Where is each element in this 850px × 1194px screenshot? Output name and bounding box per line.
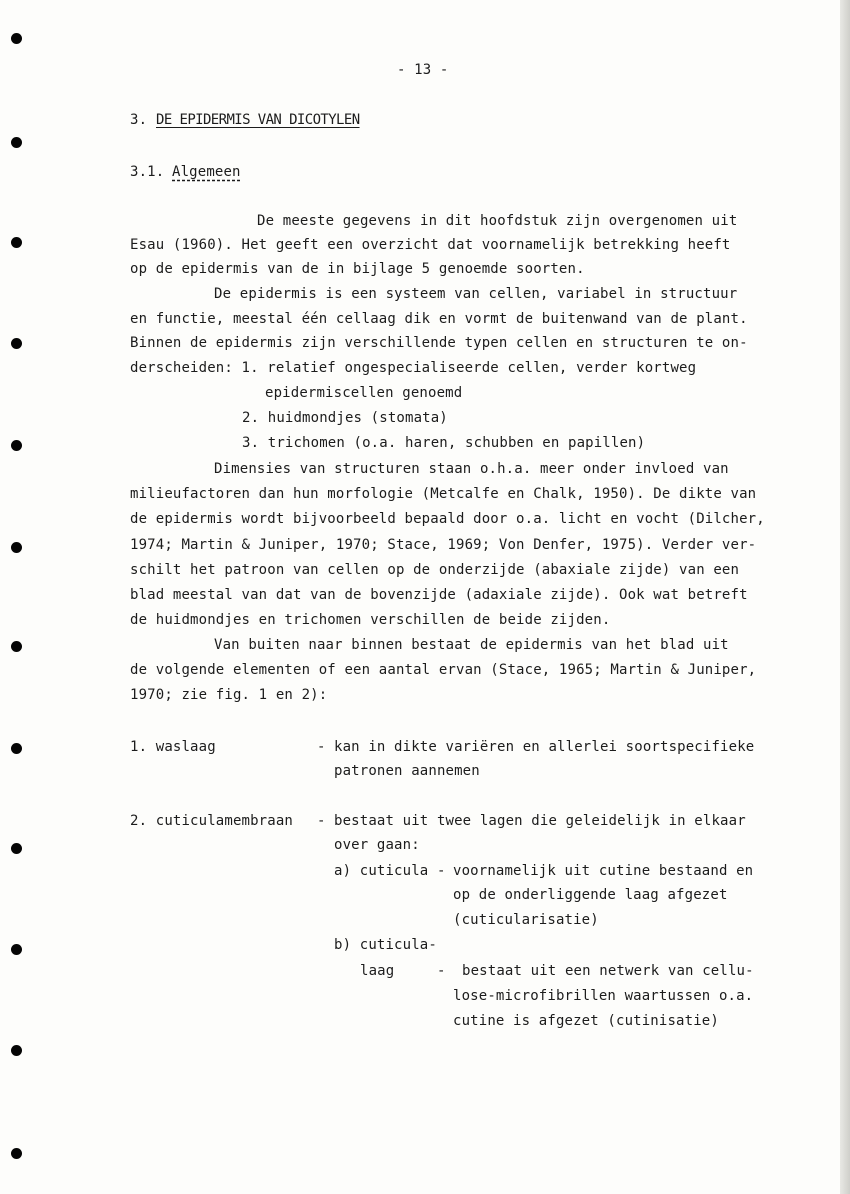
- punch-hole: [11, 137, 22, 148]
- list-item-label: 1. waslaag: [130, 739, 216, 755]
- subsection-title: Algemeen: [172, 164, 241, 180]
- punch-hole: [11, 1148, 22, 1159]
- paragraph-line: de volgende elementen of een aantal ervan (Stace, 1965; Martin & Juniper,: [130, 662, 757, 678]
- paragraph-line: milieufactoren dan hun morfologie (Metcalfe en Chalk, 1950). De dikte van: [130, 486, 757, 502]
- paragraph-line: 1970; zie fig. 1 en 2):: [130, 687, 328, 703]
- paragraph-line: 1974; Martin & Juniper, 1970; Stace, 1969; Von Denfer, 1975). Verder ver-: [130, 537, 757, 553]
- paragraph-line: derscheiden: 1. relatief ongespecialiseerde cellen, verder kortweg: [130, 360, 697, 376]
- paragraph-line: 2. huidmondjes (stomata): [242, 410, 448, 426]
- punch-hole: [11, 944, 22, 955]
- paragraph-line: De meeste gegevens in dit hoofdstuk zijn overgenomen uit: [257, 213, 738, 229]
- sublist-text: lose-microfibrillen waartussen o.a.: [453, 988, 754, 1004]
- section-number: 3.: [130, 112, 148, 128]
- paragraph-line: op de epidermis van de in bijlage 5 genoemde soorten.: [130, 261, 585, 277]
- subsection-number: 3.1.: [130, 164, 165, 180]
- punch-hole: [11, 843, 22, 854]
- section-title: DE EPIDERMIS VAN DICOTYLEN: [156, 112, 360, 128]
- list-item-text: patronen aannemen: [334, 763, 480, 779]
- paragraph-line: Binnen de epidermis zijn verschillende typen cellen en structuren te on-: [130, 335, 748, 351]
- punch-hole: [11, 237, 22, 248]
- sublist-text: bestaat uit een netwerk van cellu-: [462, 963, 754, 979]
- paragraph-line: de epidermis wordt bijvoorbeeld bepaald door o.a. licht en vocht (Dilcher,: [130, 511, 765, 527]
- punch-hole: [11, 743, 22, 754]
- paragraph-line: epidermiscellen genoemd: [265, 385, 463, 401]
- sublist-text: cutine is afgezet (cutinisatie): [453, 1013, 719, 1029]
- list-item-dash: -: [317, 813, 326, 829]
- paragraph-line: 3. trichomen (o.a. haren, schubben en papillen): [242, 435, 646, 451]
- sublist-text: (cuticularisatie): [453, 912, 599, 928]
- punch-hole: [11, 440, 22, 451]
- sublist-text: voornamelijk uit cutine bestaand en: [453, 863, 754, 879]
- punch-hole: [11, 33, 22, 44]
- paragraph-line: de huidmondjes en trichomen verschillen de beide zijden.: [130, 612, 611, 628]
- punch-hole: [11, 1045, 22, 1056]
- sublist-label: laag: [360, 963, 395, 979]
- paragraph-line: en functie, meestal één cellaag dik en vormt de buitenwand van de plant.: [130, 311, 748, 327]
- list-item-text: over gaan:: [334, 837, 420, 853]
- paragraph-line: schilt het patroon van cellen op de onderzijde (abaxiale zijde) van een: [130, 562, 740, 578]
- list-item-text: bestaat uit twee lagen die geleidelijk in elkaar: [334, 813, 746, 829]
- page-edge-shadow: [840, 0, 850, 1194]
- punch-hole: [11, 641, 22, 652]
- page-number: - 13 -: [397, 62, 449, 78]
- sublist-label: a) cuticula: [334, 863, 429, 879]
- list-item-label: 2. cuticulamembraan: [130, 813, 293, 829]
- sublist-label: b) cuticula-: [334, 937, 437, 953]
- paragraph-line: De epidermis is een systeem van cellen, variabel in structuur: [214, 286, 738, 302]
- paragraph-line: blad meestal van dat van de bovenzijde (adaxiale zijde). Ook wat betreft: [130, 587, 748, 603]
- sublist-dash: -: [437, 963, 446, 979]
- punch-hole: [11, 338, 22, 349]
- list-item-text: kan in dikte variëren en allerlei soortspecifieke: [334, 739, 755, 755]
- paragraph-line: Van buiten naar binnen bestaat de epidermis van het blad uit: [214, 637, 729, 653]
- list-item-dash: -: [317, 739, 326, 755]
- paragraph-line: Esau (1960). Het geeft een overzicht dat voornamelijk betrekking heeft: [130, 237, 731, 253]
- paragraph-line: Dimensies van structuren staan o.h.a. meer onder invloed van: [214, 461, 729, 477]
- punch-hole: [11, 542, 22, 553]
- sublist-text: op de onderliggende laag afgezet: [453, 887, 728, 903]
- sublist-dash: -: [437, 863, 446, 879]
